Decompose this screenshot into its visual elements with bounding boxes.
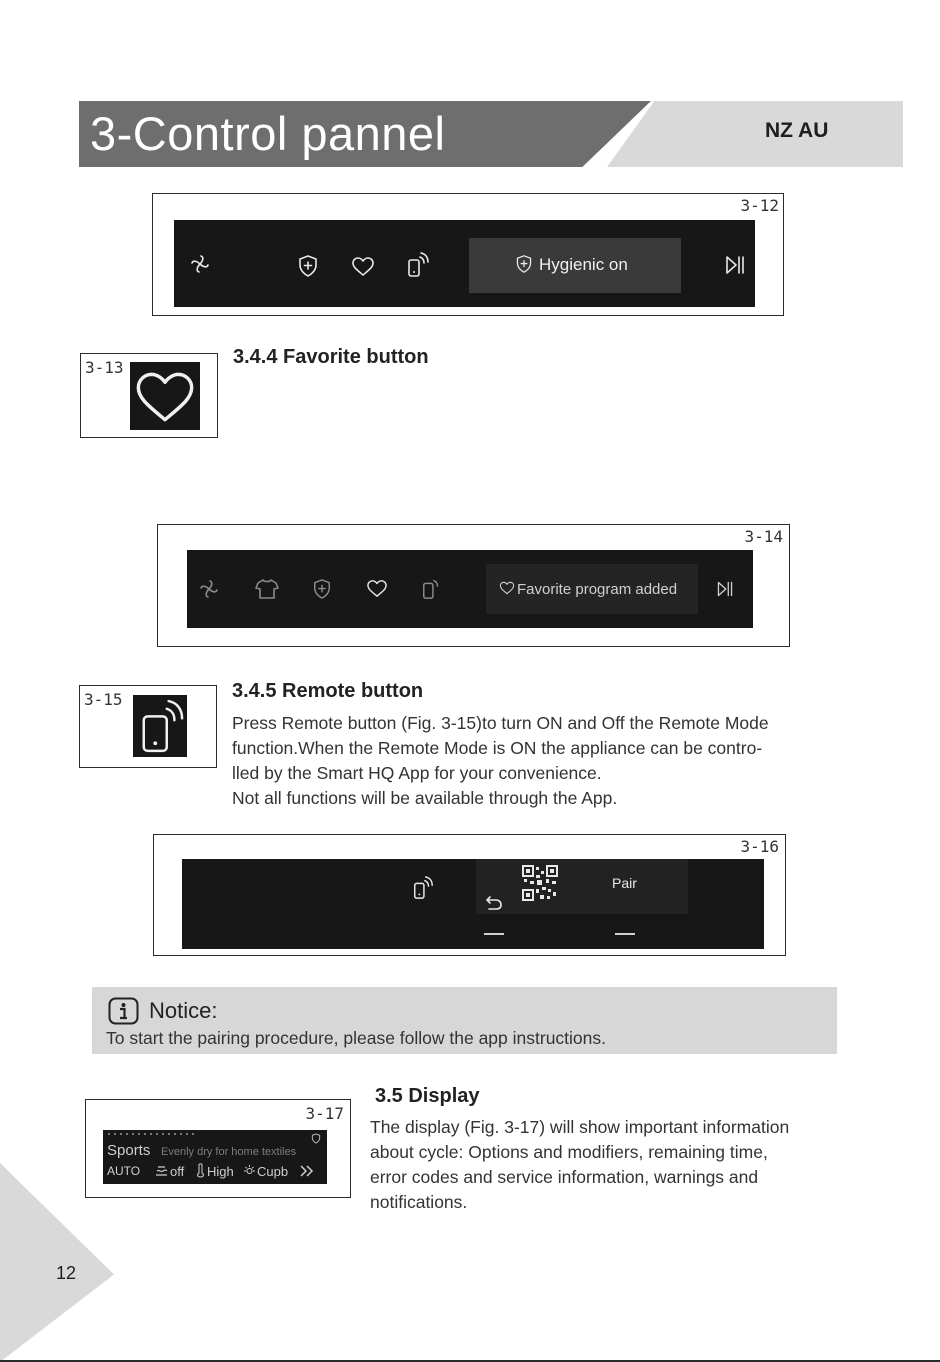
steam-icon bbox=[154, 1165, 169, 1177]
body-line: lled by the Smart HQ App for your convenience. bbox=[232, 763, 602, 783]
heart-icon bbox=[351, 256, 375, 277]
indicator-line bbox=[615, 933, 635, 935]
body-line: The display (Fig. 3-17) will show important information bbox=[370, 1117, 790, 1137]
fan-icon bbox=[188, 252, 212, 276]
body-line: error codes and service information, warnings and bbox=[370, 1167, 759, 1187]
pairing-area bbox=[476, 859, 688, 914]
display-screen bbox=[103, 1130, 327, 1184]
heart-icon bbox=[366, 579, 388, 598]
region-label: NZ AU bbox=[765, 119, 829, 142]
remote-phone-icon bbox=[138, 697, 184, 755]
fan-icon bbox=[197, 577, 221, 601]
play-pause-icon bbox=[715, 580, 735, 598]
hygienic-status-text: Hygienic on bbox=[539, 255, 628, 274]
remote-phone-icon bbox=[406, 252, 430, 278]
indicator-line bbox=[484, 933, 504, 935]
remote-phone-icon bbox=[412, 875, 434, 901]
favorite-status-box bbox=[486, 564, 698, 614]
body-line: Press Remote button (Fig. 3-15)to turn ON and Off the Remote Mode bbox=[232, 713, 769, 733]
shield-plus-icon bbox=[312, 578, 332, 600]
hygienic-status-box bbox=[469, 238, 681, 293]
figure-3-12 bbox=[152, 193, 784, 316]
figure-3-14 bbox=[157, 524, 790, 647]
heart-icon bbox=[133, 368, 197, 426]
remote-phone-icon bbox=[421, 576, 443, 600]
figure-label: 3-12 bbox=[740, 196, 779, 215]
progress-dots bbox=[108, 1133, 198, 1135]
figure-label: 3-17 bbox=[305, 1104, 344, 1123]
double-chevron-right-icon bbox=[299, 1165, 315, 1177]
shield-plus-icon bbox=[297, 254, 319, 278]
program-description: Evenly dry for home textiles bbox=[161, 1146, 297, 1158]
figure-label: 3-14 bbox=[744, 527, 783, 546]
body-line: Not all functions will be available through the App. bbox=[232, 788, 618, 808]
control-panel-display bbox=[174, 220, 755, 307]
page-title: 3-Control pannel bbox=[90, 107, 446, 160]
pair-text: Pair bbox=[612, 875, 637, 891]
play-pause-icon bbox=[724, 254, 746, 276]
remote-button-closeup bbox=[133, 695, 187, 757]
figure-3-13 bbox=[80, 353, 218, 438]
section-remote-body bbox=[232, 711, 769, 811]
shield-plus-icon bbox=[311, 1133, 321, 1144]
header-region-banner bbox=[607, 101, 903, 167]
option-cupboard: Cupb bbox=[257, 1164, 289, 1179]
notice-title: Notice: bbox=[149, 998, 218, 1023]
section-title-favorite: 3.4.4 Favorite button bbox=[233, 346, 429, 368]
back-arrow-icon bbox=[485, 895, 503, 911]
program-name: Sports bbox=[107, 1142, 151, 1159]
shirt-icon bbox=[254, 577, 280, 601]
option-off: off bbox=[170, 1164, 185, 1179]
control-panel-display bbox=[187, 550, 753, 628]
favorite-button-closeup bbox=[130, 362, 200, 430]
body-line: about cycle: Options and modifiers, remaining time, bbox=[370, 1142, 768, 1162]
body-line: notifications. bbox=[370, 1192, 468, 1212]
mode-label: AUTO bbox=[107, 1164, 141, 1178]
page-number: 12 bbox=[56, 1263, 77, 1283]
figure-3-17 bbox=[85, 1099, 351, 1198]
figure-label: 3-13 bbox=[85, 358, 124, 377]
shield-plus-icon bbox=[515, 254, 533, 274]
heart-icon bbox=[499, 581, 515, 595]
figure-3-15 bbox=[79, 685, 217, 768]
qr-code-icon bbox=[522, 865, 558, 901]
section-display-body bbox=[370, 1115, 789, 1215]
figure-3-16 bbox=[153, 834, 786, 956]
section-title-display: 3.5 Display bbox=[375, 1085, 480, 1107]
sun-icon bbox=[243, 1164, 256, 1177]
thermometer-icon bbox=[196, 1163, 205, 1178]
section-title-remote: 3.4.5 Remote button bbox=[232, 680, 424, 702]
control-panel-display bbox=[182, 859, 764, 949]
figure-label: 3-15 bbox=[84, 690, 123, 709]
option-high: High bbox=[207, 1164, 234, 1179]
favorite-status-text: Favorite program added bbox=[517, 581, 678, 598]
notice-text: To start the pairing procedure, please follow the app instructions. bbox=[106, 1028, 607, 1048]
body-line: function.When the Remote Mode is ON the appliance can be contro- bbox=[232, 738, 763, 758]
info-icon bbox=[108, 997, 139, 1025]
figure-label: 3-16 bbox=[740, 837, 779, 856]
